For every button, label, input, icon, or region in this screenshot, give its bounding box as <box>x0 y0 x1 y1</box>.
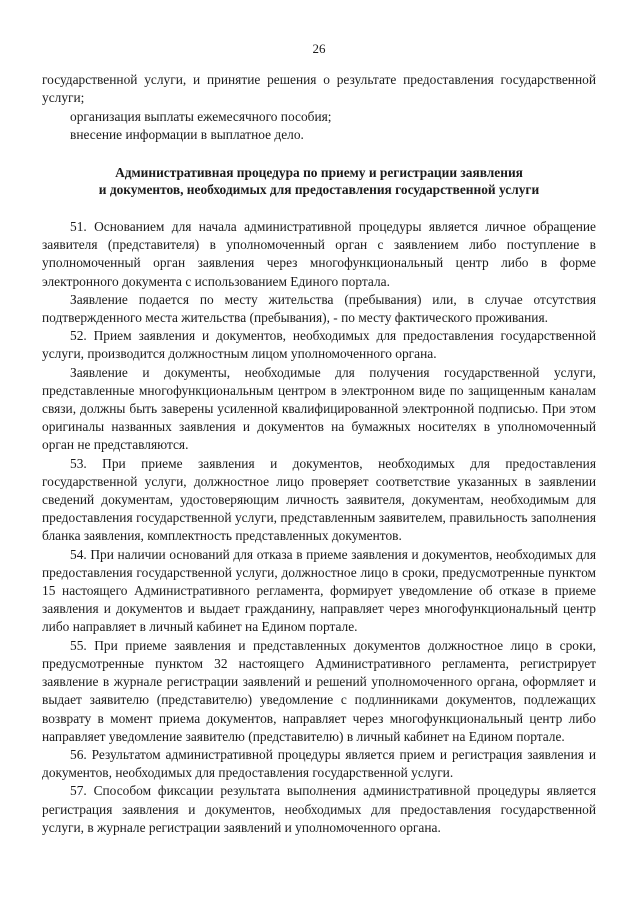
intro-item: организация выплаты ежемесячного пособия; <box>70 108 332 124</box>
paragraph-55: 55. При приеме заявления и представленных документов должностное лицо в сроки, предусмотренные пунктом 32 настоящего Административного регламента, регистрирует заявление в журнале регистрации заявлений и решений уполномоченного органа, оформляет и выдает заявителю (представителю) уведомление с подлинниками документов, подлежащих возврату в момент приема документов, направляет через многофункциональный центр либо направляет уведомление заявителю (представителю) в личный кабинет на Едином портале. <box>42 637 596 744</box>
section-heading-line: Административная процедура по приему и регистрации заявления <box>115 165 523 181</box>
page-number: 26 <box>312 41 326 56</box>
paragraph-51-residence: Заявление подается по месту жительства (пребывания) или, в случае отсутствия подтвержденного места жительства (пребывания), - по месту фактического проживания. <box>42 291 596 326</box>
paragraph-52: 52. Прием заявления и документов, необходимых для предоставления государственной услуги, производится должностным лицом уполномоченного органа. <box>42 328 596 362</box>
intro-item: внесение информации в выплатное дело. <box>70 126 304 142</box>
section-heading-line: и документов, необходимых для предоставления государственной услуги <box>98 182 540 198</box>
paragraph-53: 53. При приеме заявления и документов, необходимых для предоставления государственной услуги, должностное лицо проверяет соответствие указанных в заявлении сведений документам, удостоверяющим личность заявителя, документам, необходимым для предоставления государственной услуги, представленным заявителем, правильность заполнения бланка заявления, комплектность представленных документов. <box>42 455 596 544</box>
section-heading <box>42 164 596 198</box>
paragraph-54: 54. При наличии оснований для отказа в приеме заявления и документов, необходимых для предоставления государственной услуги, должностное лицо в сроки, предусмотренные пунктом 15 настоящего Административного регламента, формирует уведомление об отказе в приеме заявления и документов и выдает гражданину, направляет через многофункциональный центр либо направляет в личный кабинет на Едином портале. <box>42 546 596 635</box>
paragraph-57: 57. Способом фиксации результата выполнения административной процедуры является регистрация заявления и документов, необходимых для предоставления государственной услуги, в журнале регистрации заявлений и уполномоченного органа. <box>42 783 596 835</box>
intro-paragraph: государственной услуги, и принятие решения о результате предоставления государственной услуги; <box>42 72 596 106</box>
paragraph-56: 56. Результатом административной процедуры является прием и регистрация заявления и документов, необходимых для предоставления государственной услуги. <box>42 746 596 781</box>
paragraph-52-electronic: Заявление и документы, необходимые для получения государственной услуги, представленные многофункциональным центром в электронном виде по защищенным каналам связи, должны быть заверены усиленной квалифицированной электронной подписью. При этом оригиналы названных заявления и документов на бумажных носителях в уполномоченный орган не представляются. <box>42 364 596 453</box>
paragraph-51: 51. Основанием для начала административной процедуры является личное обращение заявителя (представителя) в уполномоченный орган с заявлением либо поступление в уполномоченный орган заявления через многофункциональный центр либо в форме электронного документа с использованием Единого портала. <box>42 219 596 289</box>
